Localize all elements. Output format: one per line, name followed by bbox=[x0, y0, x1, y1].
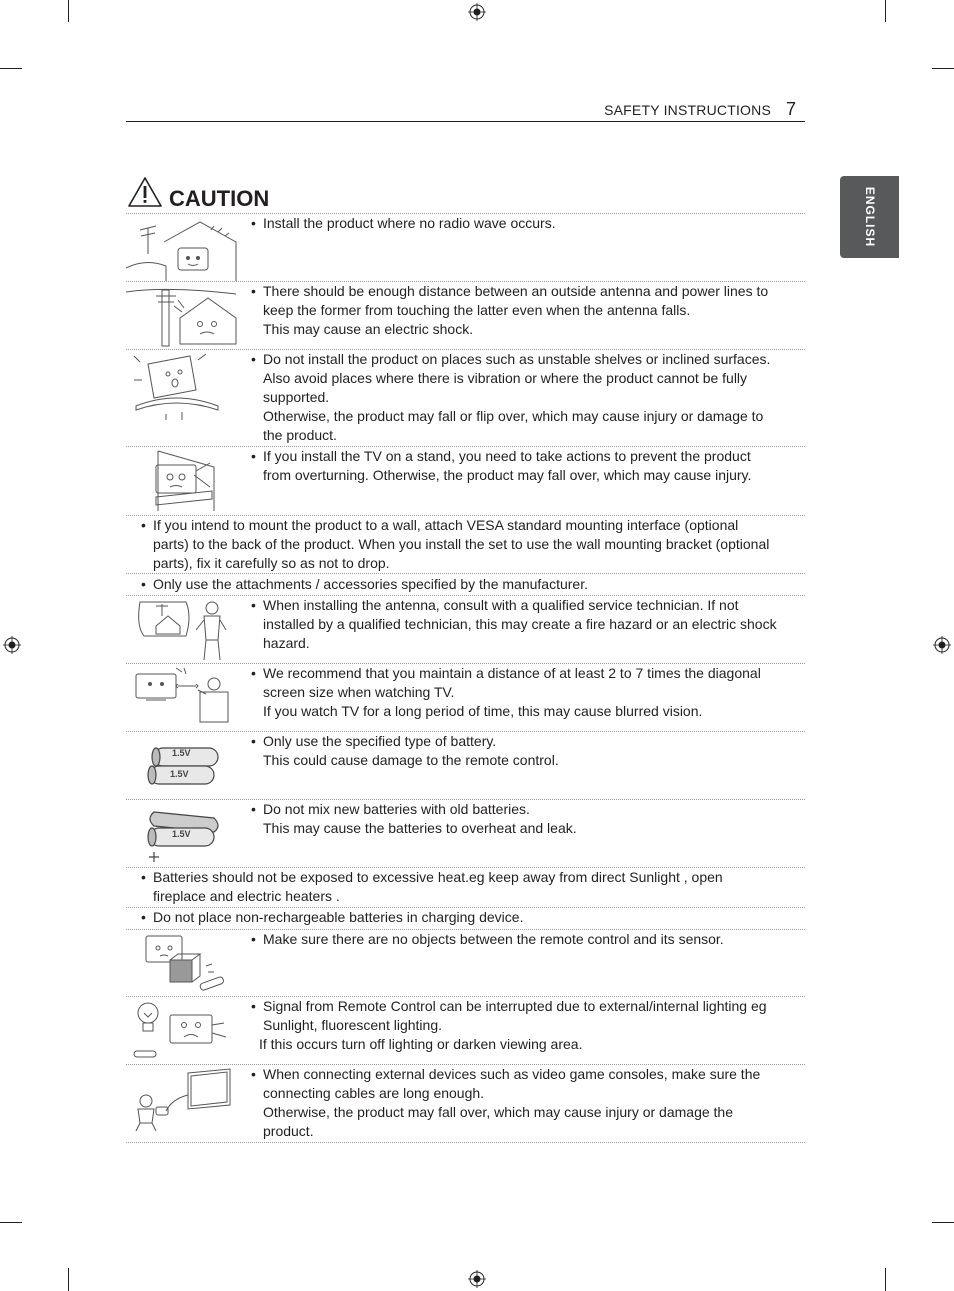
row-divider bbox=[126, 573, 805, 574]
item-line: Do not mix new batteries with old batteries. bbox=[263, 801, 530, 817]
caution-item-remote-lighting bbox=[126, 997, 805, 1064]
item-line: Only use the specified type of battery. bbox=[263, 733, 497, 749]
crop-mark bbox=[68, 1268, 69, 1291]
caution-item-cable-length bbox=[126, 1065, 805, 1142]
item-text: • When installing the antenna, consult with a qualified service technician. If not installed by a qualified technician, this may create a fire hazard or an electric shock hazard. bbox=[263, 596, 793, 653]
item-line: Otherwise, the product may fall or flip over, which may cause injury or damage to bbox=[263, 408, 764, 424]
item-line: screen size when watching TV. bbox=[263, 684, 455, 700]
lightbulb-tv-icon bbox=[126, 997, 238, 1064]
item-line: installed by a qualified technician, this may create a fire hazard or an electric shock bbox=[263, 616, 777, 632]
caution-item-wall-mount bbox=[126, 516, 805, 573]
technician-icon bbox=[126, 596, 238, 663]
crop-mark bbox=[0, 1222, 22, 1223]
item-line: If you intend to mount the product to a wall, attach VESA standard mounting interface (optional bbox=[153, 517, 739, 533]
item-line: Signal from Remote Control can be interrupted due to external/internal lighting eg bbox=[263, 998, 767, 1014]
crop-mark bbox=[885, 1268, 886, 1291]
caution-item-unstable-surface bbox=[126, 350, 805, 446]
item-text: • Only use the specified type of battery. This could cause damage to the remote control. bbox=[263, 732, 793, 770]
item-line: parts) to the back of the product. When you install the set to use the wall mounting bracket (optional bbox=[153, 536, 770, 552]
item-line: connecting cables are long enough. bbox=[263, 1085, 485, 1101]
item-text: • Only use the attachments / accessories specified by the manufacturer. bbox=[153, 575, 793, 594]
item-line: Do not install the product on places such as unstable shelves or inclined surfaces. bbox=[263, 351, 771, 367]
item-line: We recommend that you maintain a distance of at least 2 to 7 times the diagonal bbox=[263, 665, 761, 681]
crop-mark bbox=[932, 68, 954, 69]
item-line: keep the former from touching the latter even when the antenna falls. bbox=[263, 302, 691, 318]
tv-cable-child-icon bbox=[126, 1065, 238, 1137]
crop-mark bbox=[68, 0, 69, 22]
caution-item-battery-mix bbox=[126, 800, 805, 867]
item-text: • Make sure there are no objects between the remote control and its sensor. bbox=[263, 930, 793, 949]
item-line: fireplace and electric heaters . bbox=[153, 888, 340, 904]
crop-mark bbox=[885, 0, 886, 22]
item-line: Also avoid places where there is vibration or where the product cannot be fully bbox=[263, 370, 748, 386]
remote-obstacle-icon bbox=[126, 930, 238, 996]
battery-label: 1.5V bbox=[172, 829, 191, 839]
battery-label: 1.5V bbox=[170, 769, 189, 779]
item-text: • Do not install the product on places such as unstable shelves or inclined surfaces. Also avoid places where there is vibration or where the product cannot be fully supported. Otherwise, the product may fall or flip over, which may cause injury or damage to the product. bbox=[263, 350, 793, 445]
caution-item-viewing-distance bbox=[126, 664, 805, 731]
section-title: SAFETY INSTRUCTIONS bbox=[604, 102, 771, 118]
item-text: • Do not mix new batteries with old batteries. This may cause the batteries to overheat and leak. bbox=[263, 800, 793, 838]
item-line: Otherwise, the product may fall over, which may cause injury or damage the bbox=[263, 1104, 733, 1120]
caution-item-battery-type bbox=[126, 732, 805, 799]
item-line: Make sure there are no objects between the remote control and its sensor. bbox=[263, 931, 724, 947]
item-text: • Signal from Remote Control can be interrupted due to external/internal lighting eg Sunlight, fluorescent lighting. If this occurs turn off lighting or darken viewing area. bbox=[263, 997, 793, 1054]
crop-mark bbox=[932, 1222, 954, 1223]
tv-on-stand-icon bbox=[126, 447, 238, 515]
batteries-mixed-icon bbox=[144, 808, 256, 864]
falling-tv-icon bbox=[126, 350, 238, 422]
item-text: • Install the product where no radio wave occurs. bbox=[263, 214, 793, 233]
item-line: This could cause damage to the remote control. bbox=[263, 752, 559, 768]
power-pole-house-icon bbox=[126, 282, 238, 349]
item-line: There should be enough distance between an outside antenna and power lines to bbox=[263, 283, 769, 299]
caution-title: CAUTION bbox=[169, 186, 270, 211]
caution-item-antenna-technician bbox=[126, 596, 805, 663]
item-line: When installing the antenna, consult with a qualified service technician. If not bbox=[263, 597, 739, 613]
house-antenna-tv-icon bbox=[126, 214, 238, 281]
viewer-distance-icon bbox=[126, 664, 238, 731]
caution-item-antenna-distance bbox=[126, 282, 805, 349]
item-line: Do not place non-rechargeable batteries in charging device. bbox=[153, 909, 524, 925]
registration-mark-icon bbox=[3, 636, 21, 654]
registration-mark-icon bbox=[468, 3, 486, 21]
item-line: If this occurs turn off lighting or darken viewing area. bbox=[259, 1036, 583, 1052]
item-line: Install the product where no radio wave occurs. bbox=[263, 215, 556, 231]
item-line: from overturning. Otherwise, the product may fall over, which may cause injury. bbox=[263, 467, 752, 483]
caution-item-battery-heat bbox=[126, 868, 805, 907]
item-line: This may cause an electric shock. bbox=[263, 321, 474, 337]
caution-item-remote-obstacle bbox=[126, 930, 805, 996]
item-line: product. bbox=[263, 1123, 314, 1139]
warning-triangle-icon bbox=[127, 176, 163, 208]
item-text: • We recommend that you maintain a distance of at least 2 to 7 times the diagonal screen size when watching TV. If you watch TV for a long period of time, this may cause blurred vision. bbox=[263, 664, 793, 721]
page-number: 7 bbox=[786, 99, 797, 119]
item-line: Only use the attachments / accessories specified by the manufacturer. bbox=[153, 576, 588, 592]
item-text: • Do not place non-rechargeable batteries in charging device. bbox=[153, 908, 793, 927]
batteries-icon bbox=[146, 742, 258, 790]
caution-item-radio-wave bbox=[126, 214, 805, 281]
registration-mark-icon bbox=[933, 636, 951, 654]
caution-item-battery-charge bbox=[126, 908, 805, 929]
item-text: • Batteries should not be exposed to excessive heat.eg keep away from direct Sunlight , open fireplace and electric heaters . bbox=[153, 868, 793, 906]
item-line: When connecting external devices such as video game consoles, make sure the bbox=[263, 1066, 761, 1082]
language-tab-label: ENGLISH bbox=[863, 186, 877, 248]
item-line: parts), fix it carefully so as not to drop. bbox=[153, 555, 390, 571]
item-line: hazard. bbox=[263, 635, 310, 651]
caution-item-attachments bbox=[126, 575, 805, 595]
item-text: • If you intend to mount the product to a wall, attach VESA standard mounting interface (optional parts) to the back of the product. When you install the set to use the wall mounting bracket (optional parts), fix it carefully so as not to drop. bbox=[153, 516, 793, 573]
item-line: This may cause the batteries to overheat and leak. bbox=[263, 820, 577, 836]
item-line: If you watch TV for a long period of time, this may cause blurred vision. bbox=[263, 703, 703, 719]
crop-mark bbox=[0, 68, 22, 69]
item-line: Sunlight, fluorescent lighting. bbox=[263, 1017, 442, 1033]
item-text: • If you install the TV on a stand, you need to take actions to prevent the product from overturning. Otherwise, the product may fall over, which may cause injury. bbox=[263, 447, 793, 485]
registration-mark-icon bbox=[468, 1270, 486, 1288]
item-line: If you install the TV on a stand, you need to take actions to prevent the product bbox=[263, 448, 751, 464]
battery-label: 1.5V bbox=[172, 748, 191, 758]
item-line: the product. bbox=[263, 427, 337, 443]
item-line: Batteries should not be exposed to excessive heat.eg keep away from direct Sunlight , open bbox=[153, 869, 723, 885]
row-divider bbox=[126, 1142, 805, 1143]
item-text: • There should be enough distance between an outside antenna and power lines to keep the former from touching the latter even when the antenna falls. This may cause an electric shock. bbox=[263, 282, 793, 339]
language-tab bbox=[840, 176, 899, 258]
caution-item-stand-overturn bbox=[126, 447, 805, 515]
header-rule bbox=[126, 121, 805, 122]
item-text: • When connecting external devices such as video game consoles, make sure the connecting cables are long enough. Otherwise, the product may fall over, which may cause injury or damage the product. bbox=[263, 1065, 793, 1141]
item-line: supported. bbox=[263, 389, 330, 405]
